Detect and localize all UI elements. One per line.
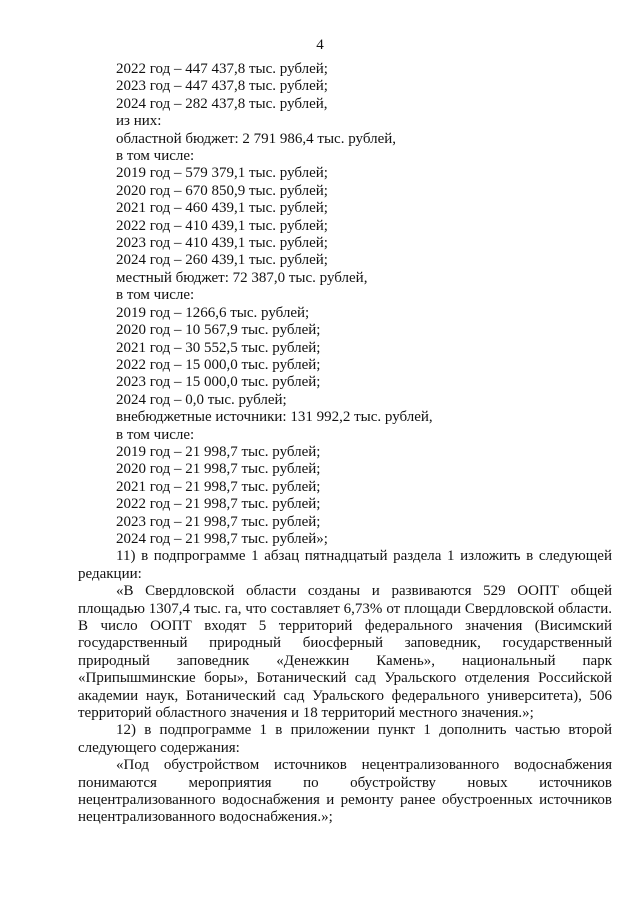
list-item: 2024 год – 282 437,8 тыс. рублей, bbox=[116, 95, 328, 112]
funding-list bbox=[78, 61, 612, 548]
list-item: 2020 год – 670 850,9 тыс. рублей; bbox=[116, 182, 328, 199]
list-item: внебюджетные источники: 131 992,2 тыс. рублей, bbox=[116, 409, 433, 426]
list-item: местный бюджет: 72 387,0 тыс. рублей, bbox=[116, 269, 368, 286]
list-item: в том числе: bbox=[116, 287, 195, 304]
list-item: 2021 год – 21 998,7 тыс. рублей; bbox=[116, 478, 321, 495]
document-body bbox=[78, 61, 612, 827]
list-item: 2022 год – 21 998,7 тыс. рублей; bbox=[116, 496, 321, 513]
list-item: в том числе: bbox=[116, 148, 195, 165]
list-item: 2023 год – 447 437,8 тыс. рублей; bbox=[116, 78, 328, 95]
list-item: 2022 год – 15 000,0 тыс. рублей; bbox=[116, 356, 321, 373]
list-item: 2024 год – 21 998,7 тыс. рублей»; bbox=[116, 530, 328, 547]
list-item: 2024 год – 260 439,1 тыс. рублей; bbox=[116, 252, 328, 269]
list-item: 2023 год – 15 000,0 тыс. рублей; bbox=[116, 374, 321, 391]
paragraph-quote-protected-areas: «В Свердловской области созданы и развиваются 529 ООПТ общей площадью 1307,4 тыс. га, что составляет 6,73% от площади Свердловской области. В число ООПТ входят 5 территорий федерального значения (Висимский государственный природный биосферный заповедник, государственный природный заповедник «Денежкин Камень», национальный парк «Припышминские боры», Ботанический сад Уральского отделения Российской академии наук, Ботанический сад Уральского федерального университета), 506 территорий областного значения и 18 территорий местного значения.»; bbox=[78, 583, 612, 722]
page-number: 4 bbox=[316, 37, 324, 53]
list-item: из них: bbox=[116, 113, 162, 130]
list-item: 2022 год – 410 439,1 тыс. рублей; bbox=[116, 217, 328, 234]
list-item: 2020 год – 21 998,7 тыс. рублей; bbox=[116, 461, 321, 478]
list-item: 2021 год – 30 552,5 тыс. рублей; bbox=[116, 339, 321, 356]
list-item: 2019 год – 21 998,7 тыс. рублей; bbox=[116, 443, 321, 460]
paragraph-item-11: 11) в подпрограмме 1 абзац пятнадцатый раздела 1 изложить в следующей редакции: bbox=[78, 548, 612, 582]
list-item: 2019 год – 579 379,1 тыс. рублей; bbox=[116, 165, 328, 182]
list-item: 2024 год – 0,0 тыс. рублей; bbox=[116, 391, 287, 408]
list-item: в том числе: bbox=[116, 426, 195, 443]
paragraph-quote-water-supply: «Под обустройством источников нецентрализованного водоснабжения понимаются мероприятия по обустройству новых источников нецентрализованного водоснабжения и ремонту ранее обустроенных источников нецентрализованного водоснабжения.»; bbox=[78, 757, 612, 826]
list-item: 2023 год – 410 439,1 тыс. рублей; bbox=[116, 235, 328, 252]
list-item: 2022 год – 447 437,8 тыс. рублей; bbox=[116, 61, 328, 77]
list-item: 2020 год – 10 567,9 тыс. рублей; bbox=[116, 322, 321, 339]
list-item: 2019 год – 1266,6 тыс. рублей; bbox=[116, 304, 310, 321]
list-item: 2023 год – 21 998,7 тыс. рублей; bbox=[116, 513, 321, 530]
list-item: областной бюджет: 2 791 986,4 тыс. рублей, bbox=[116, 130, 396, 147]
paragraph-item-12: 12) в подпрограмме 1 в приложении пункт 1 дополнить частью второй следующего содержания: bbox=[78, 722, 612, 756]
list-item: 2021 год – 460 439,1 тыс. рублей; bbox=[116, 200, 328, 217]
